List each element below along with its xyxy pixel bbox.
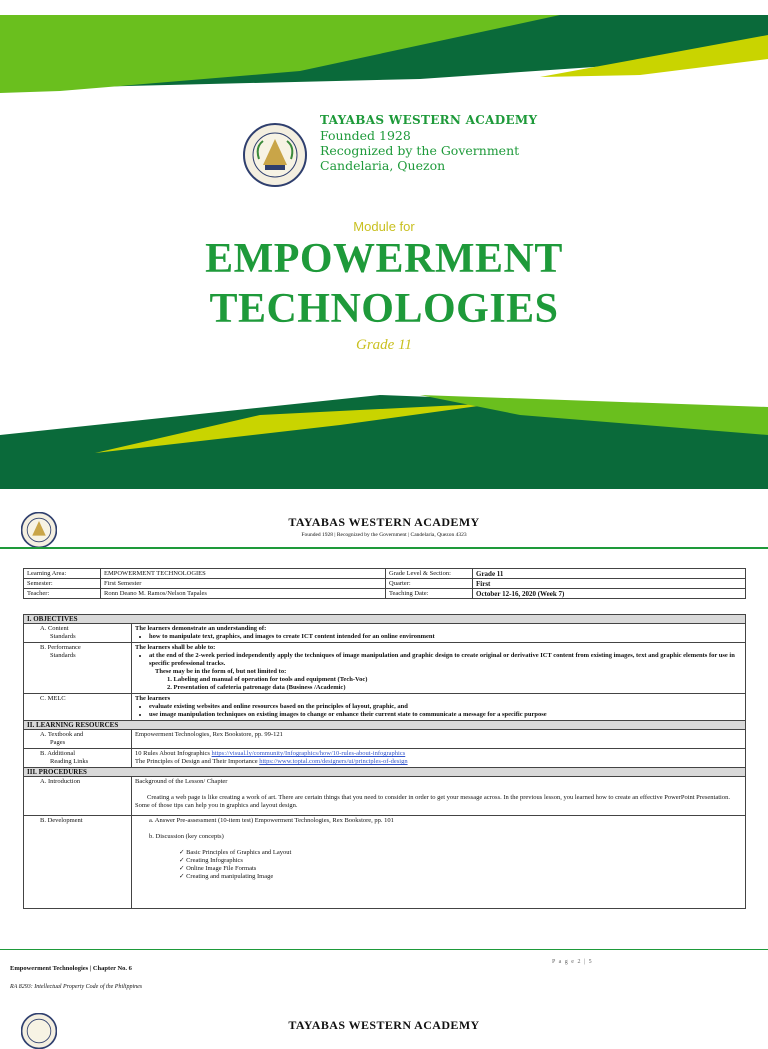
semester-value: First Semester — [101, 579, 386, 589]
module-for-label: Module for — [353, 219, 415, 234]
concept-item: ✓ Basic Principles of Graphics and Layout — [179, 849, 742, 857]
content-standards-cell — [132, 624, 746, 643]
info-row — [24, 589, 746, 599]
procedures-heading: III. PROCEDURES — [24, 768, 746, 777]
concept-item: ✓ Creating and manipulating Image — [179, 873, 742, 881]
grade-label: Grade Level & Section: — [386, 569, 473, 579]
header-school-name: TAYABAS WESTERN ACADEMY — [288, 515, 480, 529]
textbook-label — [24, 730, 132, 749]
additional-reading-row — [24, 749, 746, 768]
cover-title-line2: TECHNOLOGIES — [209, 286, 559, 332]
cover-founded: Founded 1928 — [320, 128, 411, 143]
footer-chapter: Empowerment Technologies | Chapter No. 6 — [10, 965, 132, 972]
footer-law: RA 8293: Intellectual Property Code of the Philippines — [10, 984, 143, 990]
teaching-date-label: Teaching Date: — [386, 589, 473, 599]
resources-heading: II. LEARNING RESOURCES — [24, 721, 746, 730]
reading-link-1[interactable]: https://visual.ly/community/Infographics/how/10-rules-about-infographics — [211, 750, 406, 757]
footer-divider — [0, 949, 768, 950]
performance-intro: The learners shall be able to: — [135, 644, 216, 651]
development-cell — [132, 816, 746, 909]
cover-school-name: TAYABAS WESTERN ACADEMY — [320, 113, 538, 127]
reading-link-2-row — [135, 758, 742, 766]
section-resources — [24, 721, 746, 730]
teacher-value: Ronn Deano M. Ramos/Nelson Tapales — [101, 589, 386, 599]
section-procedures — [24, 768, 746, 777]
cover-school-info — [320, 113, 537, 173]
cover-location: Candelaria, Quezon — [320, 158, 446, 173]
melc-bullet-1: • evaluate existing websites and online resources based on the principles of layout, graphic, and — [149, 703, 742, 711]
performance-label-2: Standards — [50, 652, 76, 659]
textbook-value: Empowerment Technologies, Rex Bookstore, pp. 99-121 — [132, 730, 746, 749]
info-row — [24, 579, 746, 589]
cover-grade: Grade 11 — [356, 337, 412, 353]
learning-area-label: Learning Area: — [24, 569, 101, 579]
textbook-label-1: A. Textbook and — [40, 731, 84, 738]
section-objectives — [24, 615, 746, 624]
grade-value: Grade 11 — [473, 569, 746, 579]
introduction-cell — [132, 777, 746, 816]
concept-item: ✓ Online Image File Formats — [179, 865, 742, 873]
introduction-text: Creating a web page is like creating a work of art. There are certain things that you need to consider in order to get your message across. In the previous lesson, you learned how to create an effective PowerPoint Presentation. Some of those tips can help you in graphics and layout design. — [135, 794, 730, 809]
development-item-b: b. Discussion (key concepts) — [149, 833, 224, 840]
performance-standards-row — [24, 643, 746, 694]
content-label-2: Standards — [50, 633, 76, 640]
additional-reading-label — [24, 749, 132, 768]
quarter-label: Quarter: — [386, 579, 473, 589]
cover-recognized: Recognized by the Government — [320, 143, 520, 158]
reading-link-2[interactable]: https://www.toptal.com/designers/ui/principles-of-design — [259, 758, 408, 765]
melc-bullet-2: • use image manipulation techniques on existing images to change or enhance their current state to communicate a message for a specific purpose — [149, 711, 742, 719]
melc-row — [24, 694, 746, 721]
introduction-label: A. Introduction — [24, 777, 132, 816]
additional-label-1: B. Additional — [40, 750, 76, 757]
semester-label: Semester: — [24, 579, 101, 589]
content-standards-row — [24, 624, 746, 643]
school-seal-icon — [243, 123, 307, 187]
performance-bullet: • at the end of the 2-week period independently apply the techniques of image manipulation and graphic design to create original or derivative ICT content from existing images, text and graphic elements for use in specific professional tracks. — [149, 652, 742, 668]
concept-item: ✓ Creating Infographics — [179, 857, 742, 865]
development-item-a: a. Answer Pre-assessment (10-item test) Empowerment Technologies, Rex Bookstore, pp. 101 — [149, 817, 394, 824]
footer-page-number: P a g e 2 | 5 — [552, 959, 593, 965]
introduction-title: Background of the Lesson/ Chapter — [135, 778, 228, 785]
development-row — [24, 816, 746, 909]
header-divider — [0, 547, 768, 549]
content-label-1: A. Content — [40, 625, 69, 632]
additional-label-2: Reading Links — [50, 758, 89, 765]
header-subline: Founded 1928 | Recognized by the Government | Candelaria, Quezon 4323 — [301, 532, 467, 538]
lesson-table — [23, 614, 746, 909]
melc-intro: The learners — [135, 695, 171, 702]
development-label: B. Development — [24, 816, 132, 909]
objectives-heading: I. OBJECTIVES — [24, 615, 746, 624]
melc-label: C. MELC — [24, 694, 132, 721]
teaching-date-value: October 12-16, 2020 (Week 7) — [473, 589, 746, 599]
learning-area-value: EMPOWERMENT TECHNOLOGIES — [101, 569, 386, 579]
performance-label-1: B. Performance — [40, 644, 81, 651]
cover-page — [0, 15, 768, 489]
quarter-value: First — [473, 579, 746, 589]
content-intro: The learners demonstrate an understanding of: — [135, 625, 267, 632]
reading-link-2-text: The Principles of Design and Their Importance — [135, 758, 258, 765]
content-bullet: • how to manipulate text, graphics, and images to create ICT content intended for an online environment — [149, 633, 742, 641]
reading-link-1-text: 10 Rules About Infographics — [135, 750, 210, 757]
performance-standards-label — [24, 643, 132, 694]
performance-note: These may be in the form of, but not limited to: — [155, 668, 287, 675]
introduction-row — [24, 777, 746, 816]
performance-item-2: 2. Presentation of cafeteria patronage data (Business /Academic) — [167, 684, 346, 691]
additional-reading-cell — [132, 749, 746, 768]
melc-cell — [132, 694, 746, 721]
teacher-label: Teacher: — [24, 589, 101, 599]
next-page-school-name: TAYABAS WESTERN ACADEMY — [288, 1018, 480, 1032]
reading-link-1-row — [135, 750, 742, 758]
cover-title-line1: EMPOWERMENT — [205, 236, 563, 282]
lesson-plan-page — [0, 495, 768, 1032]
info-row — [24, 569, 746, 579]
performance-standards-cell — [132, 643, 746, 694]
performance-item-1: 1. Labeling and manual of operation for tools and equipment (Tech-Voc) — [167, 676, 368, 683]
textbook-row — [24, 730, 746, 749]
info-table — [23, 568, 746, 599]
content-standards-label — [24, 624, 132, 643]
key-concepts-list — [135, 849, 742, 881]
textbook-label-2: Pages — [50, 739, 66, 746]
